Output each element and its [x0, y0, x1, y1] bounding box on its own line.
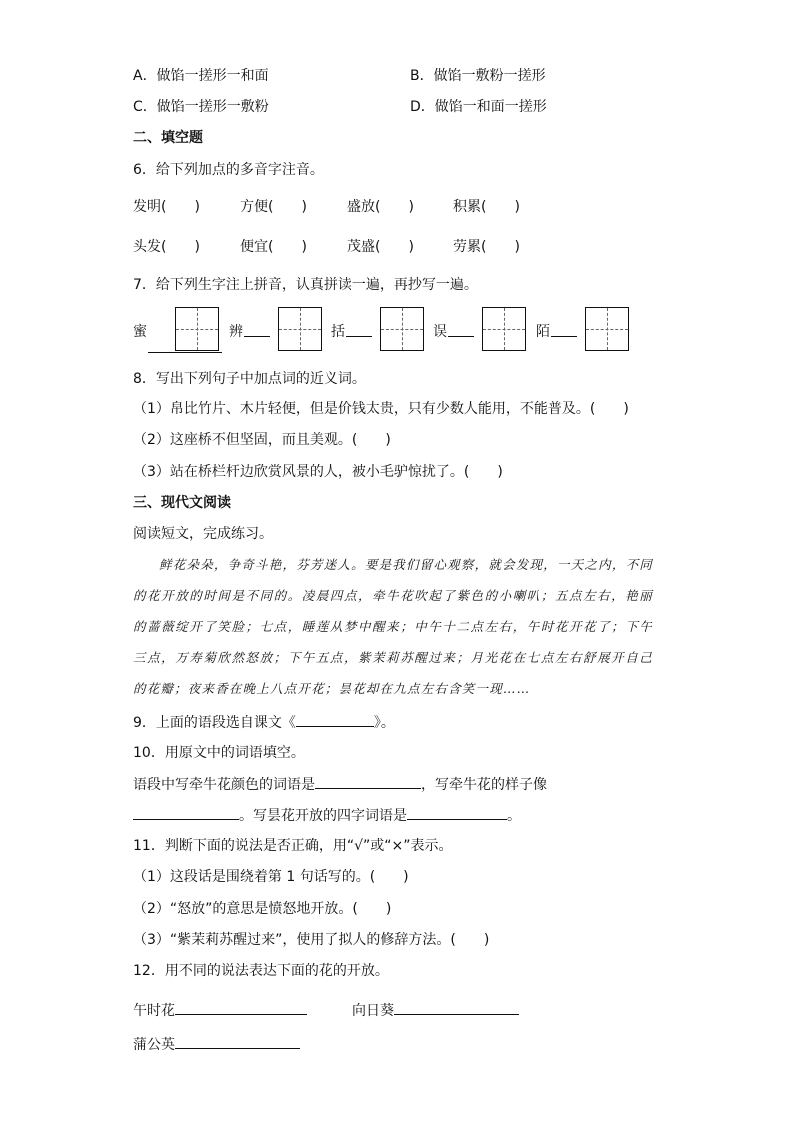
- answer-blank[interactable]: [315, 774, 421, 789]
- q6-item: 积累( ): [453, 199, 520, 215]
- pinyin-blank[interactable]: [244, 322, 270, 337]
- pinyin-blank[interactable]: [448, 322, 474, 337]
- q9-line: [133, 712, 395, 733]
- q10-stem: 10．用原文中的词语填空。: [133, 745, 305, 761]
- q7-stem: 7．给下列生字注上拼音，认真拼读一遍，再抄写一遍。: [133, 277, 478, 293]
- q8-item: （2）这座桥不但坚固，而且美观。( ): [133, 432, 391, 448]
- answer-blank[interactable]: [175, 1034, 300, 1049]
- q6-item: 茂盛( ): [347, 239, 414, 255]
- answer-blank[interactable]: [394, 1000, 519, 1015]
- q12-row1b: [352, 1000, 519, 1021]
- q11-item: （2）“怒放”的意思是愤怒地开放。( ): [133, 901, 392, 917]
- q6-item: 便宜( ): [240, 239, 307, 255]
- q6-item: 方便( ): [240, 199, 307, 215]
- tianzige-box[interactable]: [482, 307, 526, 351]
- q10-line2-suffix: 。写昙花开放的四字词语是: [239, 808, 407, 824]
- tianzige-box[interactable]: [175, 307, 219, 351]
- flower-label: 蒲公英: [133, 1037, 175, 1053]
- q7-char: 误: [433, 324, 447, 340]
- reading-instruction: 阅读短文，完成练习。: [133, 526, 273, 542]
- q7-char: 蜜: [133, 324, 147, 340]
- q11-item: （3）“紫茉莉苏醒过来”，使用了拟人的修辞方法。( ): [133, 932, 490, 948]
- option-d: D．做馅一和面一搓形: [410, 99, 547, 115]
- q9-prefix: 9．上面的语段选自课文《: [133, 715, 296, 731]
- reading-passage: 鲜花朵朵，争奇斗艳，芬芳迷人。要是我们留心观察，就会发现，一天之内，不同的花开放的时间是不同的。凌晨四点，牵牛花吹起了紫色的小喇叭；五点左右，艳丽的蔷薇绽开了笑脸；七点，睡莲从梦中醒来；中午十二点左右，午时花开花了；下午三点，万寿菊欣然怒放；下午五点，紫茉莉苏醒过来；月光花在七点左右舒展开自己的花瓣；夜来香在晚上八点开花；昙花却在九点左右含笑一现……: [133, 557, 653, 696]
- section-2-title: 二、填空题: [133, 130, 203, 146]
- q10-line2-end: 。: [507, 808, 521, 824]
- q7-char: 括: [331, 324, 345, 340]
- answer-blank[interactable]: [407, 805, 507, 820]
- q6-item: 发明( ): [133, 199, 200, 215]
- pinyin-blank[interactable]: [551, 322, 577, 337]
- q7-char: 辨: [229, 324, 243, 340]
- option-a: A．做馅一搓形一和面: [133, 68, 269, 84]
- q8-stem: 8．写出下列句子中加点词的近义词。: [133, 371, 366, 387]
- q10-line1-prefix: 语段中写牵牛花颜色的词语是: [133, 777, 315, 793]
- section-3-title: 三、现代文阅读: [133, 495, 231, 511]
- q10-line2: [133, 805, 521, 826]
- q6-item: 头发( ): [133, 239, 200, 255]
- answer-blank[interactable]: [133, 805, 239, 820]
- flower-label: 午时花: [133, 1003, 175, 1019]
- q6-item: 劳累( ): [453, 239, 520, 255]
- q7-char: 陌: [536, 324, 550, 340]
- tianzige-box[interactable]: [278, 307, 322, 351]
- q9-suffix: 》。: [373, 715, 395, 731]
- q8-item: （3）站在桥栏杆边欣赏风景的人，被小毛驴惊扰了。( ): [133, 464, 503, 480]
- q12-row1: [133, 1000, 307, 1021]
- q11-stem: 11．判断下面的说法是否正确，用“√”或“×”表示。: [133, 838, 453, 854]
- option-c: C．做馅一搓形一敷粉: [133, 99, 269, 115]
- q6-stem: 6．给下列加点的多音字注音。: [133, 162, 324, 178]
- q12-row2: [133, 1034, 300, 1055]
- q10-line1: [133, 774, 547, 795]
- pinyin-blank[interactable]: [346, 322, 372, 337]
- q10-line1-suffix: ，写牵牛花的样子像: [421, 777, 547, 793]
- q6-item: 盛放( ): [347, 199, 414, 215]
- q12-stem: 12．用不同的说法表达下面的花的开放。: [133, 963, 389, 979]
- q8-item: （1）帛比竹片、木片轻便，但是价钱太贵，只有少数人能用，不能普及。( ): [133, 401, 629, 417]
- answer-blank[interactable]: [175, 1000, 307, 1015]
- answer-blank[interactable]: [296, 712, 374, 727]
- tianzige-box[interactable]: [585, 307, 629, 351]
- option-b: B．做馅一敷粉一搓形: [410, 68, 546, 84]
- q11-item: （1）这段话是围绕着第 1 句话写的。( ): [133, 869, 409, 885]
- tianzige-box[interactable]: [380, 307, 424, 351]
- flower-label: 向日葵: [352, 1003, 394, 1019]
